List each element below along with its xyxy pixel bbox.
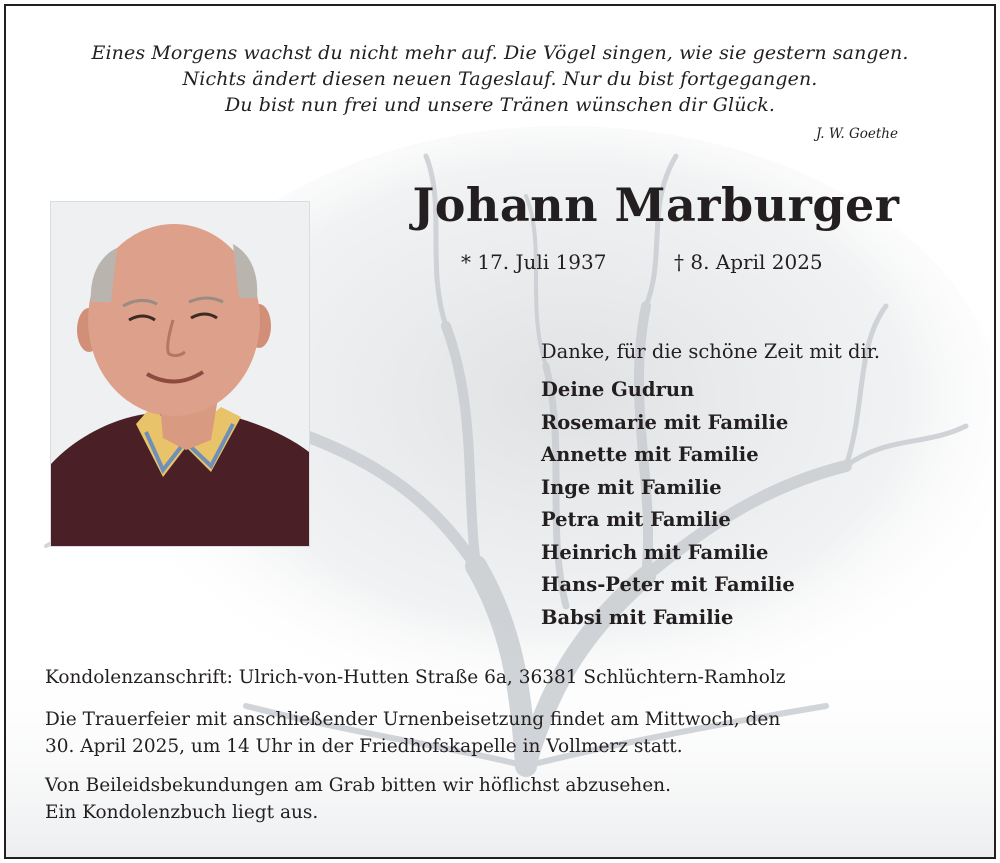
address-line: Kondolenzanschrift: Ulrich-von-Hutten Straße 6a, 36381 Schlüchtern-Ramholz xyxy=(45,667,786,688)
family-member: Inge mit Familie xyxy=(541,475,722,499)
family-member: Deine Gudrun xyxy=(541,378,695,401)
ceremony-line: Die Trauerfeier mit anschließender Urnenbeisetzung findet am Mittwoch, den xyxy=(45,709,781,730)
family-member: Petra mit Familie xyxy=(541,508,731,531)
ceremony-notice xyxy=(45,706,780,760)
closing-line: Von Beileidsbekundungen am Grab bitten wir höflichst abzusehen. xyxy=(45,775,671,796)
poem-line: Du bist nun frei und unsere Tränen wünschen dir Glück. xyxy=(224,94,776,116)
closing-notice xyxy=(45,772,671,826)
poem xyxy=(6,40,994,118)
closing-line: Ein Kondolenzbuch liegt aus. xyxy=(45,802,319,823)
deceased-name: Johann Marburger xyxy=(412,178,900,232)
portrait-photo xyxy=(51,202,309,546)
death-date: † 8. April 2025 xyxy=(674,250,823,274)
family-member: Heinrich mit Familie xyxy=(541,540,769,564)
portrait-illustration xyxy=(51,202,309,546)
birth-date: * 17. Juli 1937 xyxy=(461,250,607,274)
family-member: Annette mit Familie xyxy=(541,443,759,466)
ceremony-line: 30. April 2025, um 14 Uhr in der Friedhofskapelle in Vollmerz statt. xyxy=(45,736,683,757)
thanks-line: Danke, für die schöne Zeit mit dir. xyxy=(541,340,881,363)
obituary-frame xyxy=(4,4,996,859)
family-member: Babsi mit Familie xyxy=(541,605,734,629)
family-member: Hans-Peter mit Familie xyxy=(541,573,795,596)
family-list xyxy=(541,374,795,634)
poem-author: J. W. Goethe xyxy=(815,126,898,142)
condolence-address xyxy=(45,664,786,691)
poem-line: Nichts ändert diesen neuen Tageslauf. Nur du bist fortgegangen. xyxy=(182,68,818,90)
poem-line: Eines Morgens wachst du nicht mehr auf. Die Vögel singen, wie sie gestern sangen. xyxy=(91,42,909,64)
family-member: Rosemarie mit Familie xyxy=(541,410,789,434)
